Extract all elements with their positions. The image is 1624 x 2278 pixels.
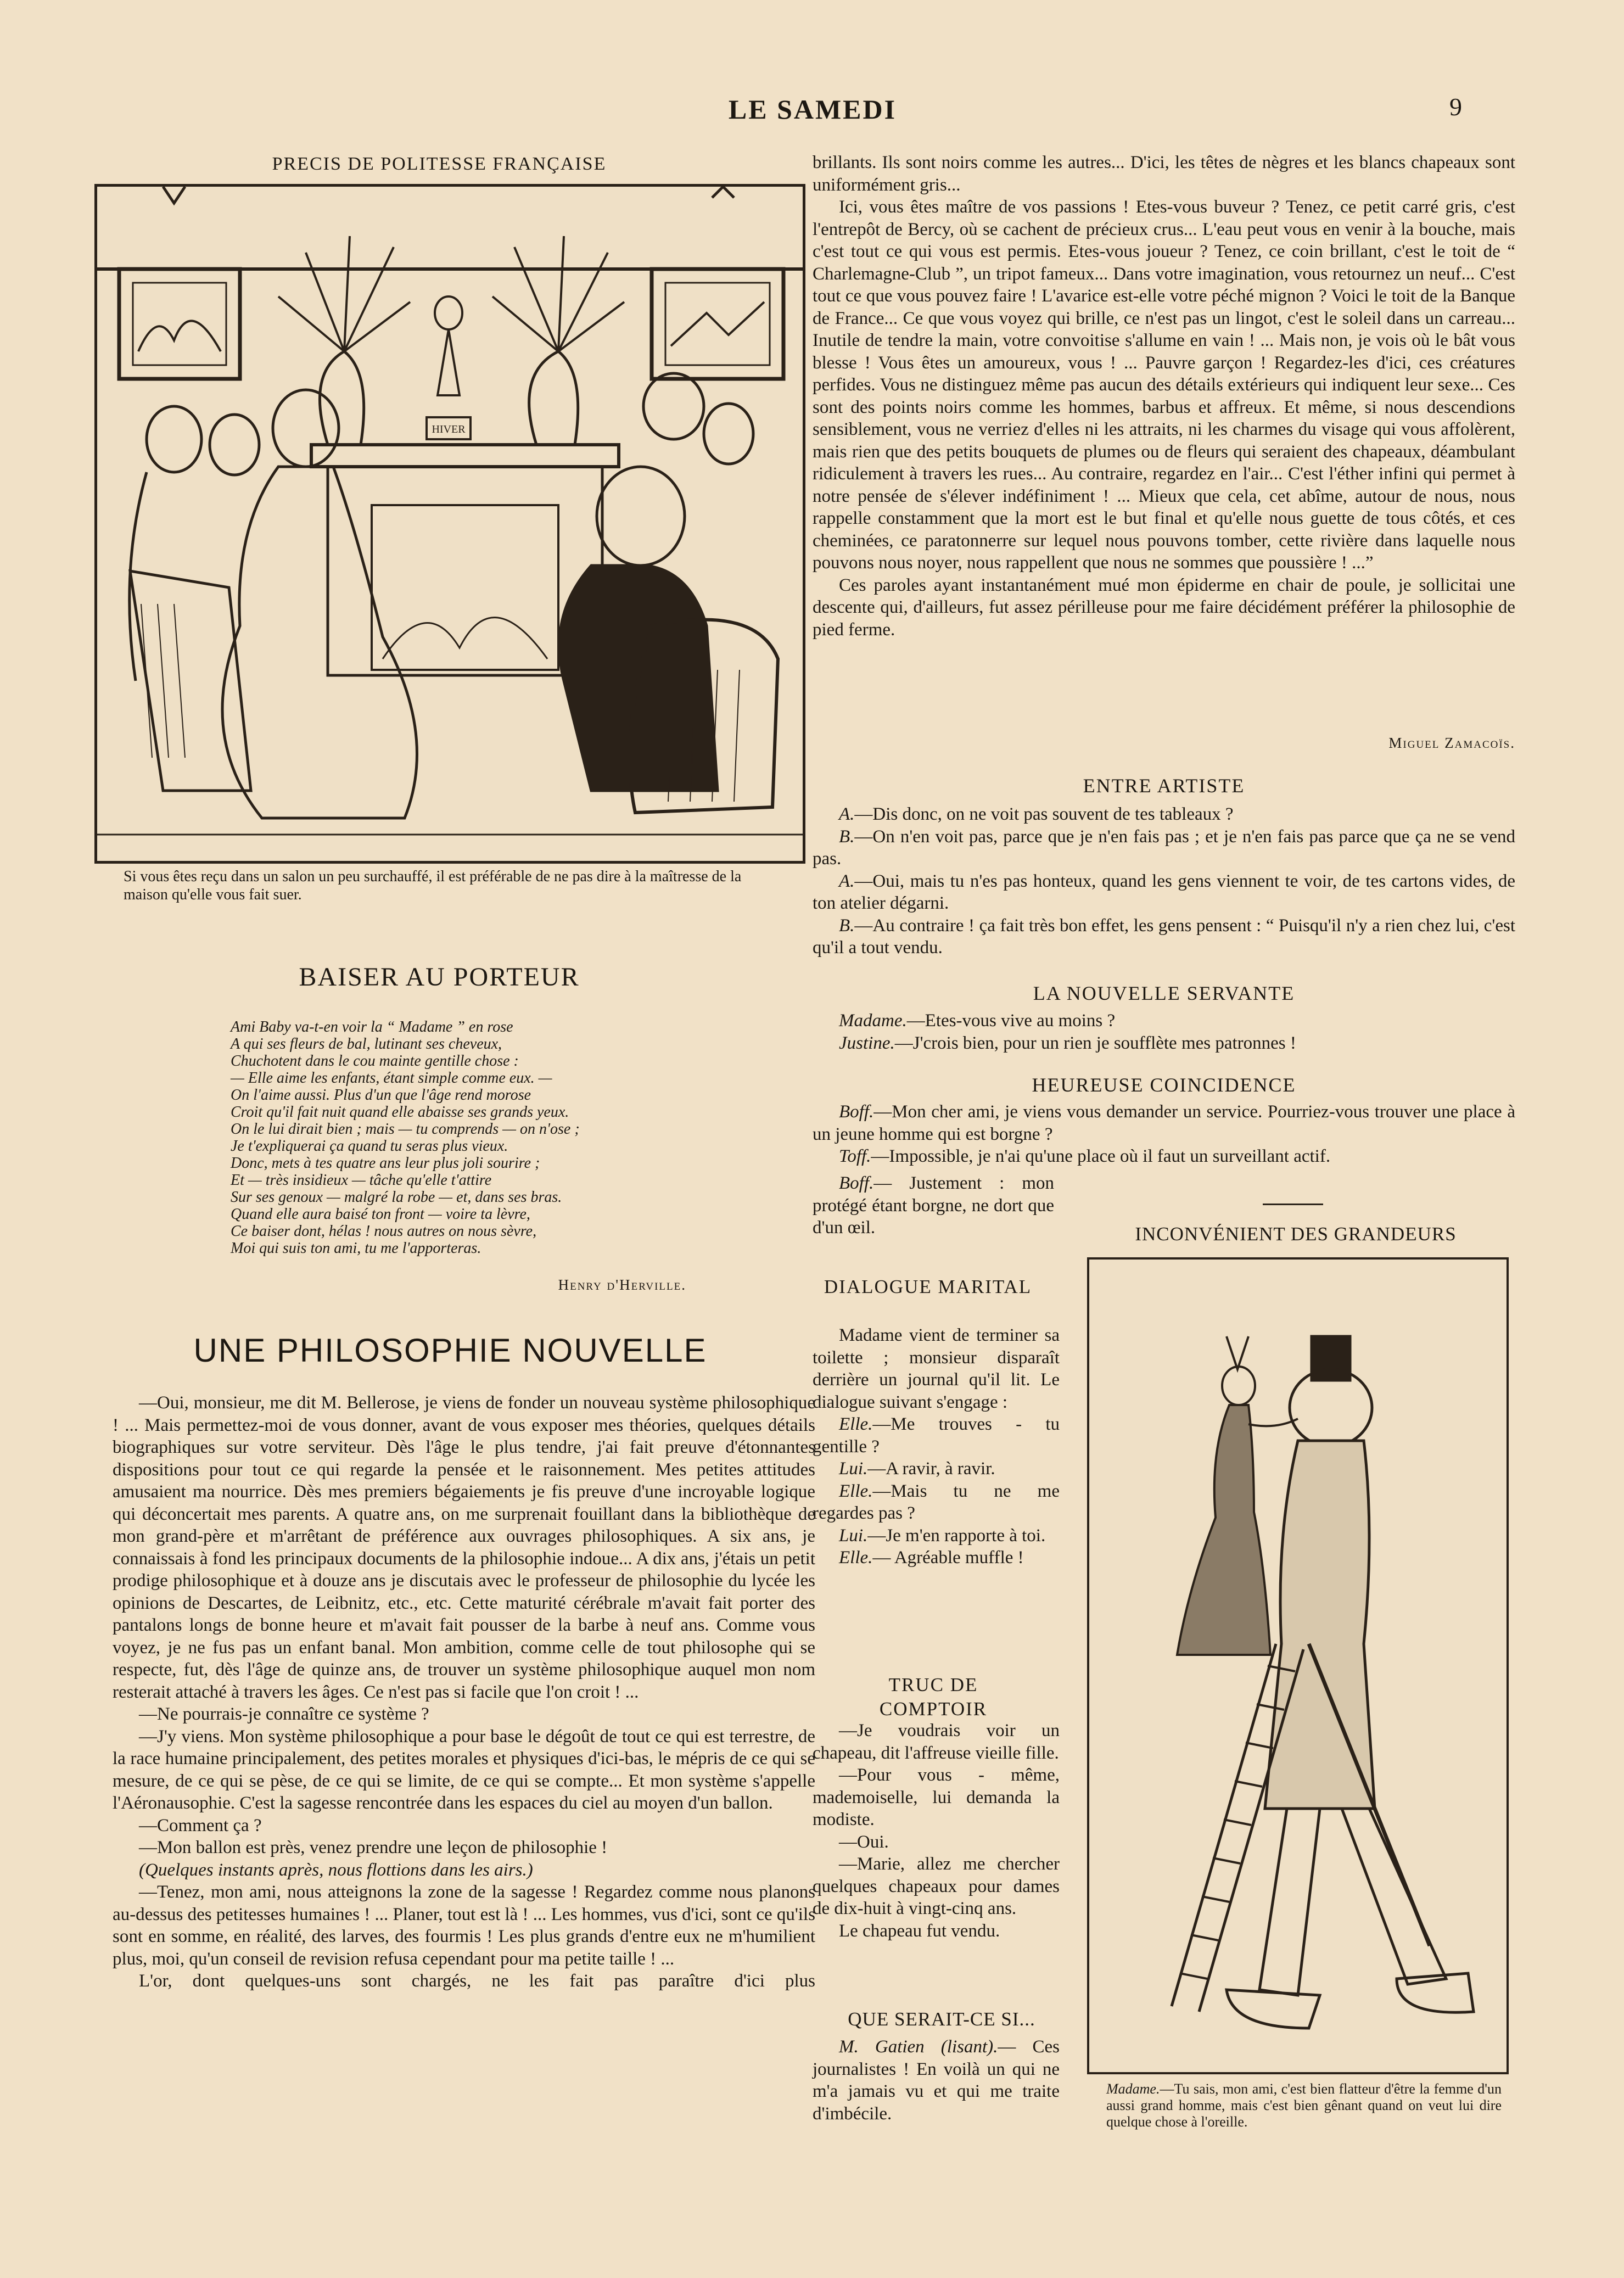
- article-paragraph: —Tenez, mon ami, nous atteignons la zone de la sagesse ! Regardez comme nous planons au-dessus des petitesses humaines ! ... Planer, tout est là ! ... Les hommes, vus d'ici, sont ce qu'ils sont en somme, en réalité, des larves, des fourmis ! Les plus grands d'entre eux ne m'humilient plus, moi, qu'un conseil de revision refusa cependant pour ma petite taille ! ...: [113, 1882, 815, 1969]
- page-number: 9: [1449, 93, 1462, 121]
- line-text: — Ces journalistes ! En voilà un qui ne m'a jamais vu et qui me traite d'imbécile.: [813, 2037, 1060, 2124]
- heureuse-coincidence-end: [813, 1172, 1054, 1239]
- line-text: —Je m'en rapporte à toi.: [867, 1525, 1046, 1546]
- poem-line: — Elle aime les enfants, étant simple comme eux. —: [231, 1070, 552, 1087]
- entre-artiste-body: [813, 803, 1515, 959]
- article-paragraph: —Ne pourrais-je connaître ce système ?: [139, 1704, 429, 1724]
- line-text: —Mon cher ami, je viens vous demander un service. Pourriez-vous trouver une place à un jeune homme qui est borgne ?: [813, 1102, 1515, 1144]
- poem-line: Sur ses genoux — malgré la robe — et, dans ses bras.: [231, 1189, 562, 1206]
- line-text: — Agréable muffle !: [872, 1548, 1024, 1568]
- dialogue-line: [813, 1145, 1515, 1168]
- line-text: —Au contraire ! ça fait très bon effet, les gens pensent : “ Puisqu'il n'y a rien chez lui, c'est qu'il a tout vendu.: [813, 915, 1515, 958]
- dialogue-marital-body: [813, 1324, 1060, 1569]
- illustration-left-title: PRECIS DE POLITESSE FRANÇAISE: [272, 154, 607, 174]
- page-header: [0, 82, 1624, 126]
- article-paragraph: —J'y viens. Mon système philosophique a pour base le dégoût de tout ce qui est terrestre, de la race humaine principalement, des petites morales et physiques d'ici-bas, le mépris de ce qui se mesure, de ce qui se pèse, de ce qui se limite, de ce qui se compte... Et mon système s'appelle l'Aéronausophie. C'est la sagesse rencontrée dans les espaces du ciel au moyen d'un ballon.: [113, 1726, 815, 1813]
- story-paragraph: Le chapeau fut vendu.: [839, 1921, 1000, 1941]
- line-text: —Mais tu ne me regardes pas ?: [813, 1481, 1060, 1523]
- dialogue-line: [813, 915, 1515, 959]
- poem-line: Donc, mets à tes quatre ans leur plus joli sourire ;: [231, 1155, 540, 1172]
- poem-line: On le lui dirait bien ; mais — tu comprends — on n'ose ;: [231, 1121, 580, 1138]
- poem-line: Ce baiser dont, hélas ! nous autres on nous sèvre,: [231, 1223, 537, 1240]
- salon-scene-drawing: [97, 187, 803, 861]
- article-paragraph: (Quelques instants après, nous flottions dans les airs.): [139, 1860, 533, 1880]
- story-paragraph: —Je voudrais voir un chapeau, dit l'affreuse vieille fille.: [813, 1721, 1060, 1763]
- line-text: —On n'en voit pas, parce que je n'en fais pas ; et je n'en fais pas parce que ça ne se vend pas.: [813, 826, 1515, 869]
- section-divider: [1263, 1204, 1323, 1205]
- poem-line: On l'aime aussi. Plus d'un que l'âge rend morose: [231, 1087, 531, 1104]
- heureuse-coincidence-title: HEUREUSE COINCIDENCE: [1032, 1074, 1296, 1096]
- speaker: Lui.: [839, 1459, 868, 1479]
- speaker: Lui.: [839, 1525, 868, 1546]
- speaker: B.: [839, 915, 855, 936]
- illustration-left-caption: Si vous êtes reçu dans un salon un peu surchauffé, il est préférable de ne pas dire à la maîtresse de la maison qu'elle vous fait suer.: [124, 868, 742, 903]
- dialogue-line: [813, 1547, 1060, 1569]
- poem-line: Chuchotent dans le cou mainte gentille chose :: [231, 1053, 519, 1070]
- line-text: — Justement : mon protégé étant borgne, ne dort que d'un œil.: [813, 1173, 1054, 1238]
- poem-line: Moi qui suis ton ami, tu me l'apporteras.: [231, 1240, 481, 1257]
- statuette-label: HIVER: [432, 423, 466, 435]
- speaker: Madame.: [839, 1011, 907, 1031]
- article-paragraph: —Comment ça ?: [139, 1815, 262, 1835]
- heureuse-coincidence-body: [813, 1101, 1515, 1168]
- speaker: Toff.: [839, 1146, 871, 1166]
- poem-line: Et — très insidieux — tâche qu'elle t'attire: [231, 1172, 492, 1189]
- nouvelle-servante-title: LA NOUVELLE SERVANTE: [1033, 982, 1295, 1004]
- dialogue-line: [813, 1032, 1515, 1055]
- article-paragraph: Ici, vous êtes maître de vos passions ! Etes-vous buveur ? Tenez, ce petit carré gris, c'est l'entrepôt de Bercy, où se cachent de précieux crus... L'eau peut vous en venir à la bouche, mais c'est tout ce qui vous est permis. Etes-vous joueur ? Tenez, ce coin brillant, c'est le toit de “ Charlemagne-Club ”, un tripot fameux... Dans votre imagination, vous retournez un neuf... C'est tout ce que vous pouvez faire ! L'avarice est-elle votre péché mignon ? Voici le toit de la Banque de France... Ce que vous voyez qui brille, ce n'est pas un lingot, c'est le soleil dans un carreau... Inutile de tendre la main, votre convoitise s'allume en vain ! ... Mais non, je vois où le bât vous blesse ! Vous êtes un amoureux, vous ! ... Pauvre garçon ! Regardez-les d'ici, ces créatures perfides. Vous ne distinguez même pas aucun des détails extérieurs qui indiquent leur sexe... Ces sont des points noirs comme les hommes, barbus et affreux. Et même, si nous descendions sensiblement, vous ne verriez d'elles ni les attraits, ni les charmes du visage qui vous affolèrent, mais rien que des petits bouquets de plumes ou de fleurs qui seraient des chapeaux, déambulant ridiculement à travers les rues... Au contraire, regardez en l'air... C'est l'éther infini qui permet à notre pensée de s'élever indéfiniment ! ... Mieux que cela, cet abîme, autour de nous, nous rappelle constamment que la mort est le but final et qu'elle nous guette de tous côtés, et ces cheminées, ce paratonnerre sur lequel nous pouvons tomber, cette rivière dans laquelle nous pouvons nous noyer, nous rappellent que nous ne sommes que poussière ! ...”: [813, 197, 1515, 573]
- dialogue-line: [813, 1101, 1515, 1145]
- speaker: A.: [839, 871, 855, 891]
- poem-line: Je t'expliquerai ça quand tu seras plus vieux.: [231, 1138, 508, 1155]
- speaker: Justine.: [839, 1033, 895, 1053]
- dialogue-line: [813, 803, 1515, 826]
- article-paragraph: —Mon ballon est près, venez prendre une leçon de philosophie !: [139, 1838, 608, 1857]
- story-paragraph: —Pour vous - même, mademoiselle, lui demanda la modiste.: [813, 1765, 1060, 1829]
- line-text: —Oui, mais tu n'es pas honteux, quand les gens viennent te voir, de tes cartons vides, de ton atelier dégarni.: [813, 871, 1515, 913]
- dialogue-line: [813, 1480, 1060, 1525]
- entre-artiste-title: ENTRE ARTISTE: [1083, 775, 1245, 797]
- newspaper-title: LE SAMEDI: [728, 94, 897, 125]
- caption-speaker: Madame.: [1106, 2081, 1160, 2097]
- salon-illustration: [94, 184, 805, 864]
- line-text: —Impossible, je n'ai qu'une place où il faut un surveillant actif.: [871, 1146, 1331, 1166]
- article-column-left: [113, 1392, 815, 1992]
- poem-line: A qui ses fleurs de bal, lutinant ses cheveux,: [231, 1036, 502, 1053]
- line-text: —J'crois bien, pour un rien je soufflète mes patronnes !: [894, 1033, 1296, 1053]
- dialogue-line: [813, 826, 1515, 870]
- article-title: UNE PHILOSOPHIE NOUVELLE: [193, 1332, 707, 1369]
- illustration-right-caption: [1106, 2081, 1502, 2130]
- line-text: —Etes-vous vive au moins ?: [906, 1011, 1116, 1031]
- dialogue-line: [813, 1413, 1060, 1458]
- dialogue-intro: Madame vient de terminer sa toilette ; monsieur disparaît derrière un journal qu'il lit. Le dialogue suivant s'engage :: [813, 1325, 1060, 1412]
- dialogue-line: [813, 870, 1515, 915]
- speaker: Boff.: [839, 1102, 874, 1122]
- article-paragraph: L'or, dont quelques-uns sont chargés, ne les fait pas paraître d'ici plus: [139, 1971, 815, 1991]
- que-serait-ce-body: [813, 2036, 1060, 2125]
- poem-line: Ami Baby va-t-en voir la “ Madame ” en rose: [231, 1018, 513, 1036]
- que-serait-ce-title: QUE SERAIT-CE SI...: [848, 2008, 1035, 2030]
- truc-de-comptoir-body: [813, 1720, 1060, 1942]
- truc-de-comptoir-title: TRUC DE COMPTOIR: [879, 1674, 988, 1720]
- dialogue-line: [813, 2036, 1060, 2125]
- speaker: Elle.: [839, 1548, 873, 1568]
- story-paragraph: —Oui.: [839, 1832, 889, 1852]
- speaker: Boff.: [839, 1173, 874, 1193]
- poem-body: [231, 1018, 725, 1257]
- dialogue-line: [813, 1525, 1060, 1547]
- line-text: —Dis donc, on ne voit pas souvent de tes tableaux ?: [854, 804, 1234, 824]
- grandeurs-illustration: [1087, 1257, 1509, 2074]
- caption-text: —Tu sais, mon ami, c'est bien flatteur d'être la femme d'un aussi grand homme, mais c'est bien gênant quand on veut lui dire quelque chose à l'oreille.: [1106, 2081, 1502, 2130]
- article-author: Miguel Zamacoïs.: [1388, 735, 1515, 751]
- poem-line: Quand elle aura baisé ton front — voire ta lèvre,: [231, 1206, 530, 1223]
- article-paragraph: brillants. Ils sont noirs comme les autres... D'ici, les têtes de nègres et les blancs chapeaux sont uniformément gris...: [813, 153, 1515, 195]
- dialogue-line: [813, 1010, 1515, 1032]
- tall-man-drawing: [1089, 1260, 1507, 2072]
- speaker: A.: [839, 804, 855, 824]
- speaker: M. Gatien (lisant).: [839, 2037, 998, 2057]
- poem-author: Henry d'Herville.: [558, 1277, 686, 1293]
- story-paragraph: —Marie, allez me chercher quelques chapeaux pour dames de dix-huit à vingt-cinq ans.: [813, 1854, 1060, 1918]
- nouvelle-servante-body: [813, 1010, 1515, 1054]
- dialogue-line: [813, 1172, 1054, 1239]
- illustration-right-title: INCONVÉNIENT DES GRANDEURS: [1135, 1223, 1457, 1245]
- dialogue-line: [813, 1458, 1060, 1480]
- article-paragraph: Ces paroles ayant instantanément mué mon épiderme en chair de poule, je sollicitai une descente qui, d'ailleurs, fut assez périlleuse pour me faire décidément préférer la philosophie de pied ferme.: [813, 575, 1515, 640]
- article-column-right: [813, 152, 1515, 641]
- poem-line: Croit qu'il fait nuit quand elle abaisse ses grands yeux.: [231, 1104, 569, 1121]
- article-paragraph: —Oui, monsieur, me dit M. Bellerose, je viens de fonder un nouveau système philosophique ! ... Mais permettez-moi de vous donner, avant de vous exposer mes théories, quelques détails biographiques sur votre serviteur. Dès l'âge le plus tendre, j'ai fait preuve d'étonnantes dispositions pour tout ce qui regarde la pensée et le raisonnement. Mes petites attitudes amusaient ma nourrice. Dès mes premiers bégaiements je fis preuve d'une incroyable logique qui déconcertait mes parents. A quatre ans, on me surprenait fouillant dans la bibliothèque de mon grand-père et m'arrêtant de préférence aux ouvrages philosophiques. A six ans, je connaissais à fond les principaux documents de la philosophie indoue... A dix ans, j'étais un petit prodige philosophique et à douze ans je discutais avec le professeur de philosophie du lycée les opinions de Descartes, de Leibnitz, etc., etc. Cette maturité cérébrale m'avait fait porter des pantalons longs de bonne heure et m'avait fait pousser de la barbe à neuf ans. Comme vous voyez, je ne fus pas un enfant banal. Mon ambition, comme celle de tout philosophe qui se respecte, fut, dès l'âge de quinze ans, de trouver un système philosophique auquel mon nom resterait attaché à travers les âges. Ce n'est pas si facile que l'on croit ! ...: [113, 1393, 815, 1702]
- speaker: B.: [839, 826, 855, 847]
- line-text: —A ravir, à ravir.: [867, 1459, 995, 1479]
- dialogue-marital-title: DIALOGUE MARITAL: [824, 1276, 1032, 1297]
- line-text: —Me trouves - tu gentille ?: [813, 1414, 1060, 1457]
- speaker: Elle.: [839, 1481, 873, 1501]
- speaker: Elle.: [839, 1414, 873, 1434]
- poem-title: BAISER AU PORTEUR: [299, 962, 580, 992]
